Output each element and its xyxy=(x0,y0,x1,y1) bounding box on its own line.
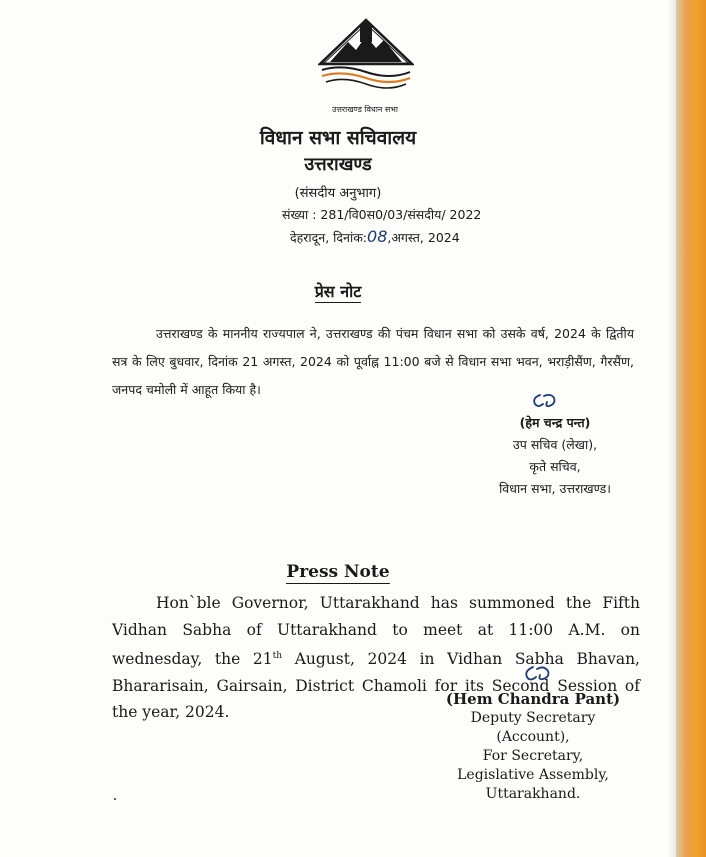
hindi-signature-mark xyxy=(530,392,558,412)
hindi-press-note-body: उत्तराखण्ड के माननीय राज्यपाल ने, उत्तराखण्ड की पंचम विधान सभा को उसके वर्ष, 2024 के द्वितीय सत्र के लिए बुधवार, दिनांक 21 अगस्त, 2024 को पूर्वाह्न 11:00 बजे से विधान सभा भवन, भराड़ीसैंण, गैरसैंण, जनपद चमोली में आहूत किया है। xyxy=(112,326,634,397)
hindi-signatory-line: विधान सभा, उत्तराखण्ड। xyxy=(499,481,611,496)
hindi-press-note-heading: प्रेस नोट xyxy=(314,282,362,301)
state-title: उत्तराखण्ड xyxy=(304,154,372,175)
emblem-caption: उत्तराखण्ड विधान सभा xyxy=(331,105,399,114)
date-day-handwritten: 08 xyxy=(367,227,388,246)
date-suffix: ,अगस्त, 2024 xyxy=(387,230,460,245)
english-signatory-line: For Secretary, xyxy=(482,748,584,764)
english-signatory-line: Legislative Assembly, xyxy=(457,767,609,783)
english-signature-block xyxy=(436,690,630,804)
english-signatory-line: Deputy Secretary (Account), xyxy=(470,710,596,745)
hindi-signature-block xyxy=(480,412,630,500)
date-prefix: देहरादून, दिनांक: xyxy=(290,230,368,245)
english-signature-mark xyxy=(522,664,552,686)
dateline xyxy=(290,227,460,246)
section-name: (संसदीय अनुभाग) xyxy=(294,186,382,201)
hindi-signatory-line: उप सचिव (लेखा), xyxy=(512,437,598,452)
hindi-signatory-line: कृते सचिव, xyxy=(529,459,581,474)
ink-speck xyxy=(114,798,116,800)
background-edge xyxy=(676,0,706,857)
reference-number: संख्या : 281/वि0स0/03/संसदीय/ 2022 xyxy=(282,207,482,222)
hindi-signatory-name: (हेम चन्द्र पन्त) xyxy=(519,415,591,430)
english-press-note-heading: Press Note xyxy=(286,562,390,582)
english-signatory-name: (Hem Chandra Pant) xyxy=(445,690,621,708)
vidhan-sabha-emblem-icon xyxy=(318,18,414,100)
english-press-note-body: Hon`ble Governor, Uttarakhand has summoned the Fifth Vidhan Sabha of Uttarakhand to meet at 11:00 A.M. on wednesday, the 21th August, 2024 in Vidhan Sabha Bhavan, Bhararisain, Gairsain, District Chamoli for its Second Session of the year, 2024. xyxy=(112,594,640,722)
english-signatory-line: Uttarakhand. xyxy=(485,786,581,802)
office-title: विधान सभा सचिवालय xyxy=(259,127,417,149)
